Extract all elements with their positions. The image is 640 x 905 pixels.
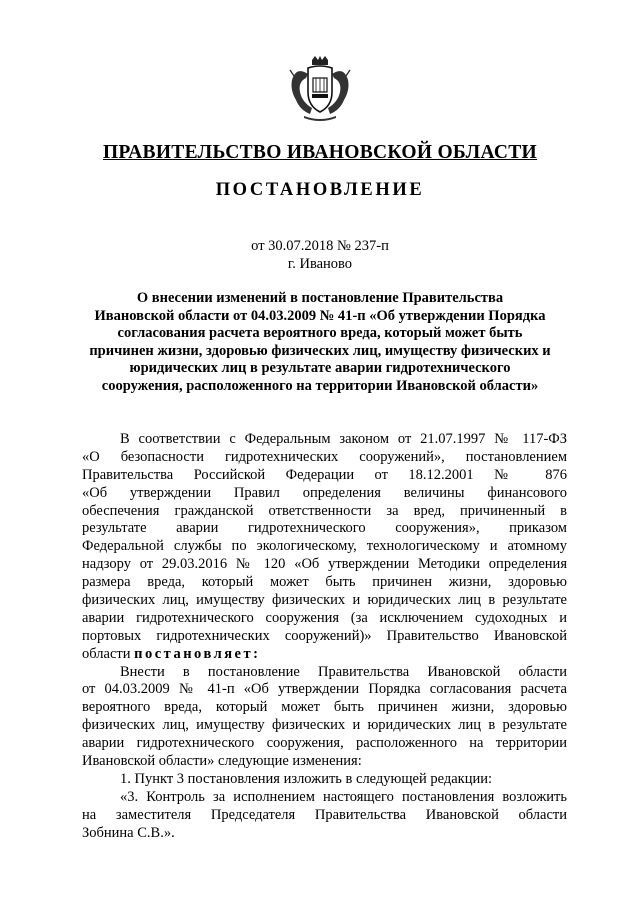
amend-line: от 04.03.2009 № 41-п «Об утверждении Порядка согласования расчета — [82, 681, 567, 698]
body-line: обеспечения гражданской ответственности за вред, причиненный в — [82, 502, 567, 519]
body-line: портовых гидротехнических сооружений)» Правительство Ивановской — [82, 627, 567, 644]
body-line: В соответствии с Федеральным законом от 21.07.1997 № 117-ФЗ — [120, 431, 567, 447]
document-city: г. Иваново — [287, 256, 353, 272]
amend-line: вероятного вреда, который может быть причинен жизни, здоровью — [82, 699, 567, 716]
resolves-keyword: постановляет: — [134, 645, 261, 662]
amend-line: Внести в постановление Правительства Ивановской области — [120, 663, 567, 680]
title-line: Ивановской области от 04.03.2009 № 41-п «Об утверждении Порядка — [94, 307, 546, 324]
title-line: причинен жизни, здоровью физических лиц, имуществу физических и — [89, 342, 551, 359]
title-line: сооружения, расположенного на территории Ивановской области» — [101, 377, 539, 394]
quote-line: на заместителя Председателя Правительства Ивановской области — [82, 806, 567, 823]
organization-title: ПРАВИТЕЛЬСТВО ИВАНОВСКОЙ ОБЛАСТИ — [102, 142, 538, 163]
title-line: О внесении изменений в постановление Правительства — [136, 290, 504, 306]
item-line: 1. Пункт 3 постановления изложить в следующей редакции: — [120, 770, 493, 787]
body-line: Правительства Российской Федерации от 18.12.2001 № 876 — [82, 466, 567, 483]
body-line: аварии гидротехнического сооружения (за исключением судоходных и — [82, 609, 567, 626]
body-line: физических лиц, имуществу физических и юридических лиц в результате — [82, 592, 567, 609]
quote-line: «3. Контроль за исполнением настоящего постановления возложить — [120, 788, 567, 805]
coat-of-arms-icon — [288, 56, 352, 122]
document-date-number: от 30.07.2018 № 237-п — [251, 238, 389, 254]
title-line: согласования расчета вероятного вреда, который может быть — [117, 325, 523, 341]
body-line: надзору от 29.03.2016 № 120 «Об утверждении Методики определения — [82, 556, 567, 573]
quoted-paragraph — [82, 789, 567, 843]
title-line: юридических лиц в результате аварии гидротехнического — [129, 360, 511, 376]
item-paragraph — [82, 771, 567, 789]
amend-line: Ивановской области» следующие изменения: — [82, 753, 362, 770]
quote-line: Зобнина С.В.». — [82, 824, 175, 841]
amend-line: аварии гидротехнического сооружения, расположенного на территории — [82, 735, 567, 752]
body-line: Федеральной службы по экологическому, технологическому и атомному — [82, 538, 567, 555]
preamble-paragraph — [82, 431, 567, 664]
body-line: «О безопасности гидротехнических сооружений», постановлением — [82, 448, 567, 465]
amendment-paragraph — [82, 664, 567, 771]
document-type-heading: ПОСТАНОВЛЕНИЕ — [215, 180, 425, 200]
amend-line: физических лиц, имуществу физических и юридических лиц в результате — [82, 717, 567, 734]
body-line: результате аварии гидротехнического сооружения», приказом — [82, 520, 567, 537]
document-subject-title — [88, 290, 552, 395]
body-line: «Об утверждении Правил определения величины финансового — [82, 484, 567, 501]
document-body — [82, 431, 567, 842]
body-line: размера вреда, который может быть причинен жизни, здоровью — [82, 574, 567, 591]
resolves-prefix: области — [82, 645, 131, 662]
resolves-line — [82, 646, 567, 664]
